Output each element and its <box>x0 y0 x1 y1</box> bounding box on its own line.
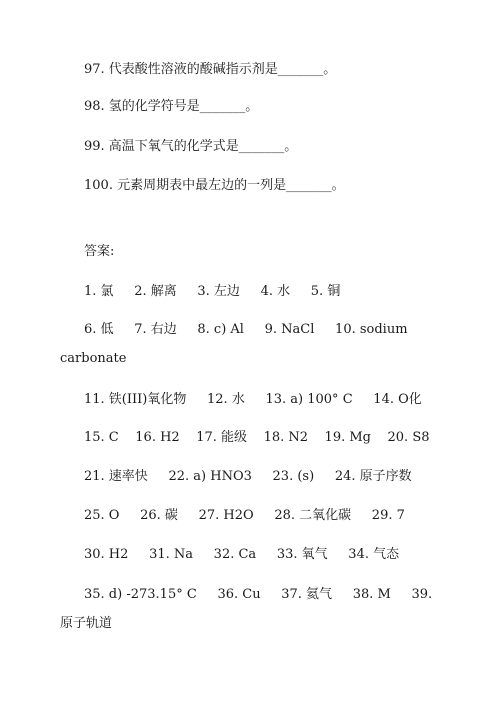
answer-line-8: 35. d) -273.15° C 36. Cu 37. 氦气 38. M 39. <box>84 587 433 602</box>
answer-line-3: 11. 铁(III)氧化物 12. 水 13. a) 100° C 14. O化 <box>84 392 422 407</box>
answer-line-8-continued: 原子轨道 <box>60 616 113 631</box>
question-97: 97. 代表酸性溶液的酸碱指示剂是_______。 <box>84 62 337 77</box>
question-99: 99. 高温下氧气的化学式是_______。 <box>84 139 298 154</box>
answer-line-1: 1. 氯 2. 解离 3. 左边 4. 水 5. 铜 <box>84 284 341 299</box>
answer-line-2: 6. 低 7. 右边 8. c) Al 9. NaCl 10. sodium <box>84 322 408 337</box>
question-100: 100. 元素周期表中最左边的一列是_______。 <box>84 178 345 193</box>
answer-line-2-continued: carbonate <box>60 351 127 366</box>
answer-line-5: 21. 速率快 22. a) HNO3 23. (s) 24. 原子序数 <box>84 469 412 484</box>
question-98: 98. 氢的化学符号是_______。 <box>84 99 259 114</box>
answers-heading: 答案: <box>84 244 115 259</box>
answer-line-7: 30. H2 31. Na 32. Ca 33. 氧气 34. 气态 <box>84 547 400 562</box>
answer-line-4: 15. C 16. H2 17. 能级 18. N2 19. Mg 20. S8 <box>84 430 430 445</box>
answer-line-6: 25. O 26. 碳 27. H2O 28. 二氧化碳 29. 7 <box>84 508 405 523</box>
